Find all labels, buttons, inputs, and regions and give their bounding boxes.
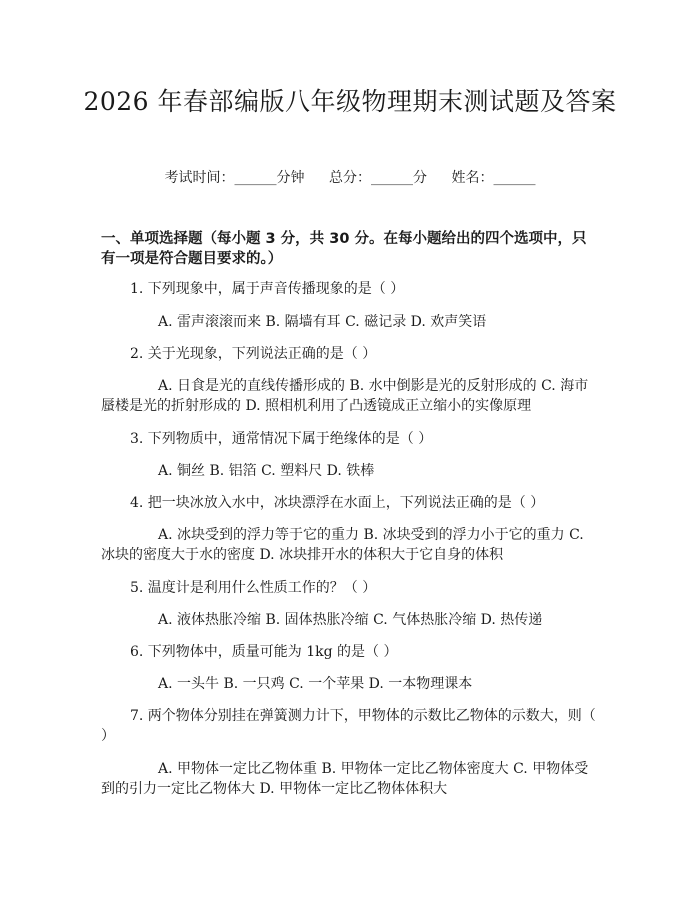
question-1-options: A. 雷声滚滚而来 B. 隔墙有耳 C. 磁记录 D. 欢声笑语 <box>158 314 487 330</box>
exam-meta <box>0 168 700 188</box>
question-4-options: A. 冰块受到的浮力等于它的重力 B. 冰块受到的浮力小于它的重力 C. 冰块的密度大于水的密度 D. 冰块排开水的体积大于它自身的体积 <box>101 527 584 563</box>
question-6-options: A. 一头牛 B. 一只鸡 C. 一个苹果 D. 一本物理课本 <box>158 676 473 692</box>
question-5-options: A. 液体热胀冷缩 B. 固体热胀冷缩 C. 气体热胀冷缩 D. 热传递 <box>158 612 543 628</box>
question-2-options: A. 日食是光的直线传播形成的 B. 水中倒影是光的反射形成的 C. 海市蜃楼是光的折射形成的 D. 照相机利用了凸透镜成正立缩小的实像原理 <box>101 378 589 414</box>
question-4-stem: 4. 把一块冰放入水中，冰块漂浮在水面上，下列说法正确的是（ ） <box>130 495 545 511</box>
question-6-stem: 6. 下列物体中，质量可能为 1kg 的是（ ） <box>130 644 398 660</box>
section-heading: 一、单项选择题（每小题 3 分，共 30 分。在每小题给出的四个选项中，只有一项是符合题目要求的。） <box>101 231 587 267</box>
question-2-stem: 2. 关于光现象，下列说法正确的是（ ） <box>130 346 377 362</box>
question-7-stem: 7. 两个物体分别挂在弹簧测力计下，甲物体的示数比乙物体的示数大，则（ ） <box>101 708 596 744</box>
question-3-options: A. 铜丝 B. 铝箔 C. 塑料尺 D. 铁棒 <box>158 463 375 479</box>
question-7-options: A. 甲物体一定比乙物体重 B. 甲物体一定比乙物体密度大 C. 甲物体受到的引力一定比乙物体大 D. 甲物体一定比乙物体体积大 <box>101 761 589 797</box>
question-1-stem: 1. 下列现象中，属于声音传播现象的是（ ） <box>130 281 405 297</box>
question-3-stem: 3. 下列物质中，通常情况下属于绝缘体的是（ ） <box>130 431 433 447</box>
name-field: 姓名：______ <box>451 170 536 186</box>
document-title: 2026 年春部编版八年级物理期末测试题及答案 <box>83 87 617 116</box>
total-score-field: 总分：______分 <box>329 170 427 186</box>
exam-time-field: 考试时间：______分钟 <box>164 170 305 186</box>
question-5-stem: 5. 温度计是利用什么性质工作的？（ ） <box>130 580 377 596</box>
